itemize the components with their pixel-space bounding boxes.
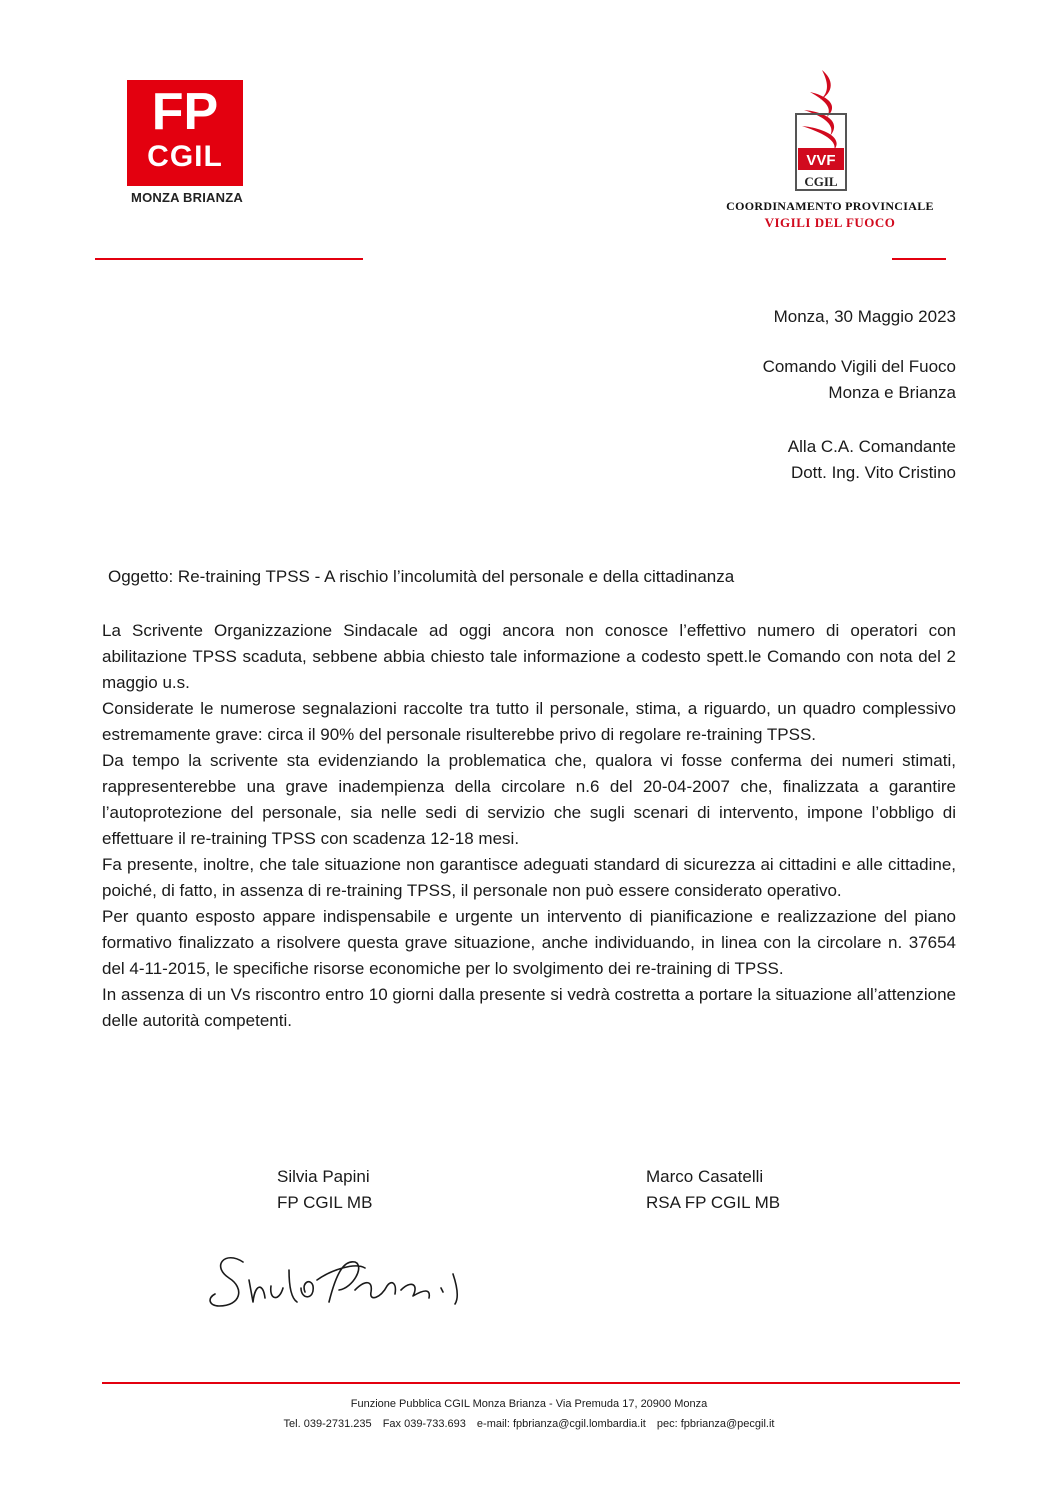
- footer-address: Funzione Pubblica CGIL Monza Brianza - Via Premuda 17, 20900 Monza: [350, 1398, 708, 1410]
- signatory-role: FP CGIL MB: [277, 1193, 373, 1212]
- attention-block: [788, 434, 956, 486]
- footer-contacts: [0, 1418, 1058, 1430]
- logo-cgil-text: CGIL: [147, 140, 223, 173]
- signatory-role: RSA FP CGIL MB: [646, 1193, 781, 1212]
- handwritten-signature: [205, 1240, 475, 1320]
- body-paragraph: Da tempo la scrivente sta evidenziando la problematica che, qualora vi fosse conferma dei numeri stimati, rappresenterebbe una grave inadempienza della circolare n.6 del 20-04-2007 che, finalizzata a garantire l’autoprotezione del personale, sia nelle sedi di servizio che sugli scenari di intervento, impone l’obbligo di effettuare il re-training TPSS con scadenza 12-18 mesi.: [102, 751, 956, 848]
- letter-body: [102, 618, 956, 1034]
- logo-fp-text: FP: [151, 83, 219, 141]
- signatory-right: [646, 1164, 780, 1216]
- logo-subtitle: MONZA BRIANZA: [131, 190, 243, 205]
- vvf-badge-text: VVF: [806, 152, 836, 169]
- body-paragraph: Considerate le numerose segnalazioni raccolte tra tutto il personale, stima, a riguardo, un quadro complessivo estremamente grave: circa il 90% del personale risulterebbe privo di regolare re-training TPSS.: [102, 699, 956, 744]
- footer-fax: Fax 039-733.693: [382, 1418, 466, 1430]
- vvf-badge-sub: CGIL: [804, 174, 838, 189]
- recipient-line: Monza e Brianza: [828, 383, 956, 402]
- footer-pec: pec: fpbrianza@pecgil.it: [656, 1418, 775, 1430]
- recipient-line: Comando Vigili del Fuoco: [762, 357, 956, 376]
- fp-cgil-logo: [127, 80, 243, 186]
- footer-divider: [102, 1382, 960, 1384]
- body-paragraph: Fa presente, inoltre, che tale situazione non garantisce adeguati standard di sicurezza ai cittadini e alle cittadine, poiché, di fatto, in assenza di re-training TPSS, il personale non può essere considerato operativo.: [102, 855, 956, 900]
- coordinamento-label: COORDINAMENTO PROVINCIALE: [726, 199, 934, 213]
- signatory-name: Silvia Papini: [277, 1167, 370, 1186]
- footer-tel: Tel. 039-2731.235: [283, 1418, 372, 1430]
- header-divider-left: [95, 258, 363, 260]
- body-paragraph: Per quanto esposto appare indispensabile e urgente un intervento di pianificazione e realizzazione del piano formativo finalizzato a risolvere questa grave situazione, anche individuando, in linea con la circolare n. 37654 del 4-11-2015, le specifiche risorse economiche per lo svolgimento dei re-training di TPSS.: [102, 907, 956, 978]
- vigili-fuoco-label: VIGILI DEL FUOCO: [764, 215, 896, 230]
- attention-line: Alla C.A. Comandante: [787, 437, 956, 456]
- vvf-flame-logo: [794, 70, 848, 192]
- attention-line: Dott. Ing. Vito Cristino: [790, 463, 956, 482]
- recipient-block: [763, 354, 956, 406]
- letter-date: Monza, 30 Maggio 2023: [773, 307, 956, 326]
- letter-subject: Oggetto: Re-training TPSS - A rischio l’incolumità del personale e della cittadinanza: [108, 567, 735, 586]
- footer-email: e-mail: fpbrianza@cgil.lombardia.it: [476, 1418, 646, 1430]
- signatory-left: [277, 1164, 372, 1216]
- header-divider-right: [892, 258, 946, 260]
- body-paragraph: La Scrivente Organizzazione Sindacale ad oggi ancora non conosce l’effettivo numero di operatori con abilitazione TPSS scaduta, sebbene abbia chiesto tale informazione a codesto spett.le Comando con nota del 2 maggio u.s.: [102, 621, 956, 692]
- body-paragraph: In assenza di un Vs riscontro entro 10 giorni dalla presente si vedrà costretta a portare la situazione all’attenzione delle autorità competenti.: [102, 985, 956, 1030]
- signatory-name: Marco Casatelli: [646, 1167, 764, 1186]
